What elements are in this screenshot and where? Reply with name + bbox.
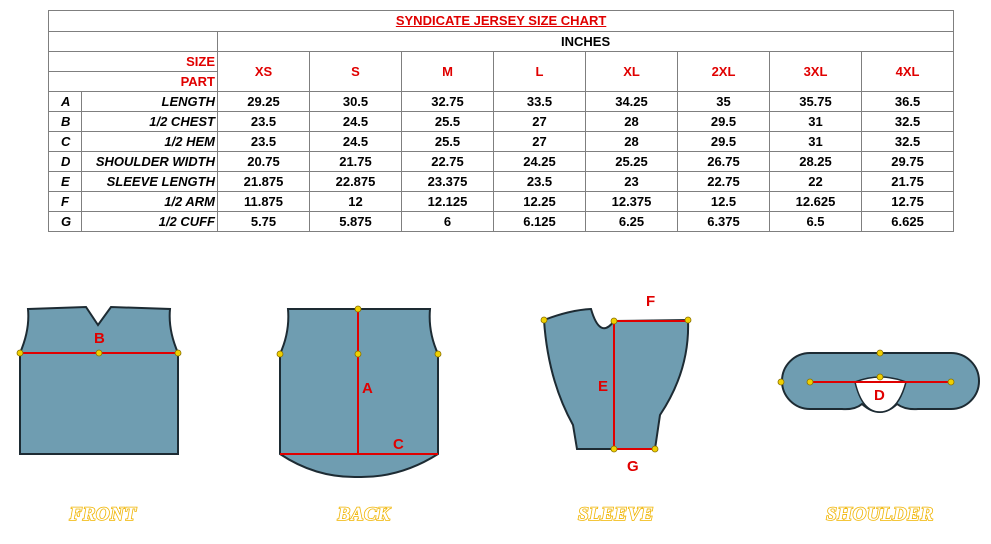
table-cell: 23.375: [402, 172, 494, 192]
row-part: SLEEVE LENGTH: [82, 172, 218, 192]
table-cell: 29.5: [678, 132, 770, 152]
sleeve-shape: [544, 309, 688, 449]
table-cell: 25.5: [402, 132, 494, 152]
table-cell: 24.5: [310, 132, 402, 152]
row-part: 1/2 HEM: [82, 132, 218, 152]
row-part: 1/2 CHEST: [82, 112, 218, 132]
table-cell: 35.75: [770, 92, 862, 112]
table-cell: 6.375: [678, 212, 770, 232]
row-part: SHOULDER WIDTH: [82, 152, 218, 172]
back-caption: BACK: [337, 504, 391, 525]
measurement-diagrams: [0, 280, 991, 544]
table-cell: 25.25: [586, 152, 678, 172]
table-cell: 29.75: [862, 152, 954, 172]
size-header: XS: [218, 52, 310, 92]
table-cell: 28: [586, 112, 678, 132]
row-letter: D: [49, 152, 82, 172]
table-cell: 12.625: [770, 192, 862, 212]
size-header: 3XL: [770, 52, 862, 92]
table-cell: 6: [402, 212, 494, 232]
table-cell: 5.75: [218, 212, 310, 232]
unit-row: [49, 32, 954, 52]
row-letter: A: [49, 92, 82, 112]
table-cell: 26.75: [678, 152, 770, 172]
table-cell: 12: [310, 192, 402, 212]
table-cell: 12.375: [586, 192, 678, 212]
table-cell: 22.875: [310, 172, 402, 192]
table-cell: 6.625: [862, 212, 954, 232]
table-cell: 34.25: [586, 92, 678, 112]
sleeve-diagram: [541, 293, 691, 525]
table-cell: 23.5: [218, 132, 310, 152]
shoulder-diagram: [778, 350, 979, 525]
row-letter: E: [49, 172, 82, 192]
label-a: A: [362, 380, 373, 397]
table-cell: 20.75: [218, 152, 310, 172]
label-e: E: [598, 378, 609, 395]
front-diagram: [17, 307, 181, 525]
row-part: 1/2 ARM: [82, 192, 218, 212]
table-cell: 31: [770, 112, 862, 132]
sleeve-caption: SLEEVE: [578, 504, 654, 525]
table-cell: 30.5: [310, 92, 402, 112]
size-chart-table: [48, 10, 954, 232]
table-cell: 21.75: [862, 172, 954, 192]
size-header: L: [494, 52, 586, 92]
label-d: D: [874, 387, 885, 404]
size-header: M: [402, 52, 494, 92]
table-cell: 22.75: [402, 152, 494, 172]
table-cell: 31: [770, 132, 862, 152]
table-cell: 28: [586, 132, 678, 152]
back-diagram: [277, 306, 441, 525]
label-f: F: [646, 293, 656, 310]
table-cell: 21.875: [218, 172, 310, 192]
table-cell: 28.25: [770, 152, 862, 172]
shoulder-caption: SHOULDER: [826, 504, 934, 525]
table-row: [49, 212, 954, 232]
table-cell: 6.25: [586, 212, 678, 232]
table-row: [49, 112, 954, 132]
row-part: 1/2 CUFF: [82, 212, 218, 232]
table-cell: 12.75: [862, 192, 954, 212]
size-header: S: [310, 52, 402, 92]
label-g: G: [627, 458, 639, 475]
table-cell: 5.875: [310, 212, 402, 232]
table-row: [49, 172, 954, 192]
row-part: LENGTH: [82, 92, 218, 112]
table-cell: 29.25: [218, 92, 310, 112]
table-row: [49, 192, 954, 212]
table-row: [49, 152, 954, 172]
table-row: [49, 92, 954, 112]
chart-title: SYNDICATE JERSEY SIZE CHART: [49, 11, 954, 32]
table-cell: 32.5: [862, 132, 954, 152]
unit-label: INCHES: [218, 32, 954, 52]
label-b: B: [94, 330, 105, 347]
row-letter: C: [49, 132, 82, 152]
size-header: 2XL: [678, 52, 770, 92]
table-cell: 25.5: [402, 112, 494, 132]
table-cell: 35: [678, 92, 770, 112]
size-header: 4XL: [862, 52, 954, 92]
table-cell: 12.5: [678, 192, 770, 212]
row-letter: B: [49, 112, 82, 132]
table-cell: 27: [494, 132, 586, 152]
table-cell: 6.5: [770, 212, 862, 232]
label-c: C: [393, 436, 404, 453]
table-cell: 21.75: [310, 152, 402, 172]
table-cell: 24.5: [310, 112, 402, 132]
table-cell: 12.125: [402, 192, 494, 212]
unit-row-blank: [49, 32, 218, 52]
part-header-label: PART: [49, 72, 218, 92]
table-cell: 32.5: [862, 112, 954, 132]
size-header-label: SIZE: [49, 52, 218, 72]
table-cell: 29.5: [678, 112, 770, 132]
table-cell: 24.25: [494, 152, 586, 172]
front-caption: FRONT: [69, 504, 137, 525]
row-letter: F: [49, 192, 82, 212]
table-cell: 23.5: [494, 172, 586, 192]
table-cell: 27: [494, 112, 586, 132]
table-cell: 32.75: [402, 92, 494, 112]
size-header: XL: [586, 52, 678, 92]
title-row: [49, 11, 954, 32]
table-cell: 22.75: [678, 172, 770, 192]
table-row: [49, 132, 954, 152]
row-letter: G: [49, 212, 82, 232]
table-cell: 23.5: [218, 112, 310, 132]
table-cell: 36.5: [862, 92, 954, 112]
table-cell: 6.125: [494, 212, 586, 232]
table-cell: 22: [770, 172, 862, 192]
size-header-row: [49, 52, 954, 72]
table-cell: 33.5: [494, 92, 586, 112]
table-cell: 23: [586, 172, 678, 192]
table-cell: 12.25: [494, 192, 586, 212]
table-cell: 11.875: [218, 192, 310, 212]
